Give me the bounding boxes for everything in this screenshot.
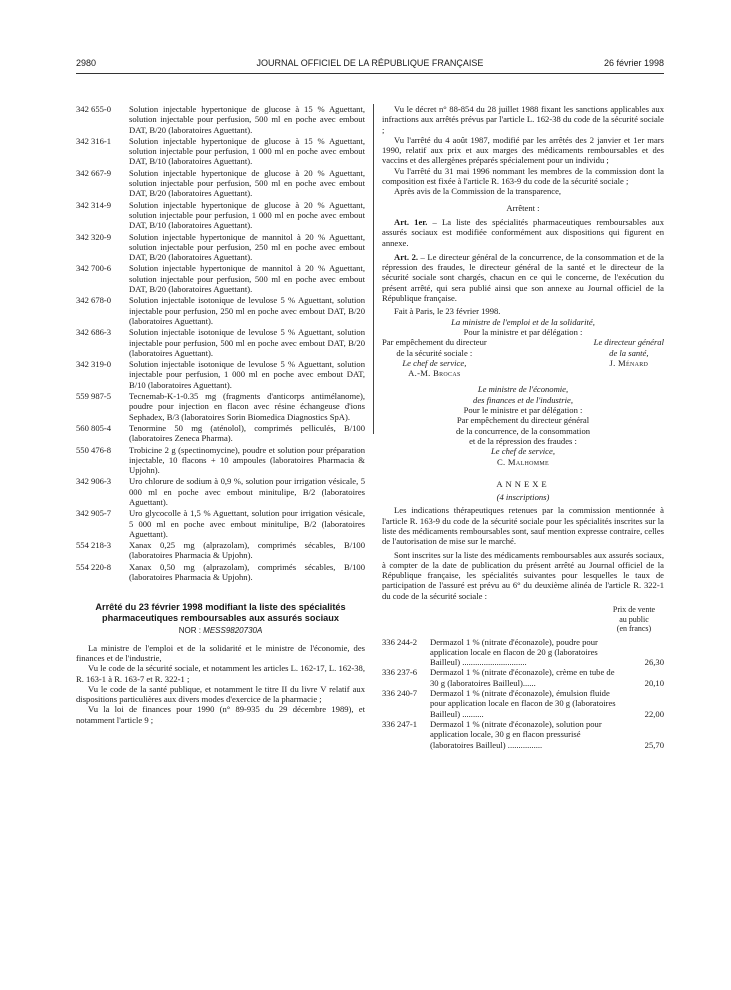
price-column-header: [604, 605, 664, 634]
signatory-name: C. Malhomme: [497, 456, 549, 467]
medicine-description: Dermazol 1 % (nitrate d'éconazole), poudre pour application locale en flacon de 20 g (laboratoires Bailleul) ..............................: [430, 636, 598, 668]
price-header-line: au public: [619, 614, 649, 624]
arrete-paragraph: Vu le code de la sécurité sociale, et notamment les articles L. 162-17, L. 162-38, R. 163-1 à R. 163-7 et R. 322-1 ;: [76, 663, 365, 684]
product-code: 342 319-0: [76, 359, 112, 370]
product-code: 560 805-4: [76, 422, 112, 433]
product-entry: [76, 359, 365, 390]
annexe-paragraph: Sont inscrites sur la liste des médicaments remboursables aux assurés sociaux, à compter de la date de publication du présent arrêté au Journal officiel de la République française, les spécialités suivantes pour lesquelles le taux de participation de l'assuré est prévu au 6° du deuxième alinéa de l'article R. 322-1 du code de la sécurité sociale :: [382, 549, 664, 601]
medicine-entry: [382, 637, 664, 668]
sig-line: de la santé,: [609, 347, 649, 358]
product-entry: [76, 562, 365, 583]
arrete-paragraph: Vu la loi de finances pour 1990 (n° 89-935 du 29 décembre 1989), et notamment l'article 9 ;: [76, 704, 365, 725]
medicine-code: 336 247-1: [382, 718, 418, 729]
medicine-code: 336 244-2: [382, 636, 418, 647]
article-2-text: – Le directeur général de la concurrence, de la consommation et de la répression des fraudes, le directeur général de la santé et le directeur de la sécurité sociale sont chargés, chacun en ce qui le concerne, de l'exécution du présent arrêté, qui sera publié ainsi que son annexe au Journal officiel de la République française.: [382, 251, 664, 304]
annexe-heading: ANNEXE: [496, 478, 550, 489]
product-description: Solution injectable hypertonique de mannitol à 20 % Aguettant, solution injectable pour perfusion, 500 ml en poche avec embout DAT, B/20 (laboratoires Aguettant).: [129, 263, 365, 295]
product-entry: [76, 327, 365, 358]
product-code: 342 906-3: [76, 476, 112, 487]
product-description: Solution injectable hypertonique de glucose à 20 % Aguettant, solution injectable pour perfusion, 1 000 ml en poche avec embout DAT, B/10 (laboratoires Aguettant).: [129, 199, 365, 231]
product-entry: [76, 295, 365, 326]
product-entry: [76, 445, 365, 476]
product-description: Tenormine 50 mg (aténolol), comprimés pelliculés, B/100 (laboratoires Zeneca Pharma).: [129, 422, 365, 444]
ministre-emploi: La ministre de l'emploi et de la solidarité,: [451, 316, 595, 327]
product-entry: [76, 476, 365, 507]
medicine-price: 26,30: [644, 657, 664, 668]
product-entry: [76, 391, 365, 422]
product-description: Solution injectable hypertonique de mannitol à 20 % Aguettant, solution injectable pour perfusion, 250 ml en poche avec embout DAT, B/20 (laboratoires Aguettant).: [129, 231, 365, 263]
product-description: Tecnemab-K-1-0.35 mg (fragments d'anticorps antimélanome), poudre pour injection en flacon avec résine échangeuse d'ions Sephadex, B/3 (laboratoires Sorin Biomedica Diagnostics SpA).: [129, 391, 365, 422]
issue-date: 26 février 1998: [603, 58, 664, 68]
product-description: Solution injectable hypertonique de glucose à 20 % Aguettant, solution injectable pour perfusion, 500 ml en poche avec embout DAT, B/20 (laboratoires Aguettant).: [129, 167, 365, 199]
product-description: Xanax 0,25 mg (alprazolam), comprimés sécables, B/100 (laboratoires Pharmacia & Upjohn).: [129, 540, 365, 561]
left-column: [76, 104, 365, 725]
medicine-entry: [382, 719, 664, 750]
page-header: [76, 58, 664, 72]
right-column: [382, 104, 664, 750]
arrete-paragraph: Vu le code de la santé publique, et notamment le titre II du livre V relatif aux dispositions particulières aux divers modes d'exercice de la pharmacie ;: [76, 683, 365, 705]
page-number: 2980: [76, 58, 97, 68]
signatory-name: A.-M. Brocas: [408, 368, 461, 379]
product-entry: [76, 136, 365, 167]
medicine-price: 22,00: [644, 708, 664, 719]
nor-code: MESS9820730A: [203, 626, 263, 636]
visa-paragraph: Vu l'arrêté du 4 août 1987, modifié par les arrêtés des 2 janvier et 1er mars 1990, relatif aux prix et aux marges des médicaments remboursables et des vaccins et des allergènes préparés spécialement pour un individu ;: [382, 134, 664, 166]
ministre-economie-2: des finances et de l'industrie,: [473, 394, 573, 405]
medicine-code: 336 237-6: [382, 667, 418, 678]
product-code: 342 655-0: [76, 104, 112, 114]
product-description: Trobicine 2 g (spectinomycine), poudre et solution pour préparation injectable, 10 flacons + 10 ampoules (laboratoires Pharmacia & Upjohn).: [129, 444, 365, 476]
medicine-description: Dermazol 1 % (nitrate d'éconazole), émulsion fluide pour application locale en flacon de 30 g (laboratoires Bailleul) ..........: [430, 688, 616, 719]
price-header-line: Prix de vente: [612, 605, 656, 615]
product-description: Solution injectable isotonique de levulose 5 % Aguettant, solution injectable pour perfusion, 500 ml en poche avec embout DAT, B/20 (laboratoires Aguettant).: [129, 327, 365, 358]
product-description: Solution injectable isotonique de levulose 5 % Aguettant, solution injectable pour perfusion, 1 000 ml en poche avec embout DAT, B/10 (laboratoires Aguettant).: [129, 359, 365, 390]
article-1: [382, 217, 664, 248]
chef-service-2: Le chef de service,: [491, 446, 555, 457]
medicine-list: [382, 637, 664, 750]
medicine-entry: [382, 667, 664, 688]
delegation-2c: de la concurrence, de la consommation: [455, 425, 591, 436]
sig-line: de la sécurité sociale :: [396, 347, 473, 358]
product-description: Xanax 0,50 mg (alprazolam), comprimés sécables, B/100 (laboratoires Pharmacia & Upjohn).: [129, 561, 365, 583]
product-code: 342 700-6: [76, 263, 112, 274]
delegation-2: Pour le ministre et par délégation :: [463, 405, 583, 416]
article-1-text: – La liste des spécialités pharmaceutiques remboursables aux assurés sociaux est modifiée conformément aux dispositions qui figurent en annexe.: [382, 216, 664, 248]
article-2: [382, 252, 664, 303]
signatory-name: J. Ménard: [609, 357, 649, 368]
delegation-2b: Par empêchement du directeur général: [456, 415, 590, 426]
header-rule: [76, 73, 664, 74]
product-code: 550 476-8: [76, 444, 112, 455]
product-list: [76, 104, 365, 582]
product-entry: [76, 168, 365, 199]
article-2-label: Art. 2.: [394, 251, 419, 262]
product-description: Uro glycocolle à 1,5 % Aguettant, solution pour irrigation vésicale, 5 000 ml en poche avec embout minitulipe, B/2 (laboratoires Aguettant).: [129, 508, 365, 539]
product-entry: [76, 104, 365, 135]
journal-title: JOURNAL OFFICIEL DE LA RÉPUBLIQUE FRANÇAISE: [256, 58, 484, 68]
product-description: Solution injectable hypertonique de glucose à 15 % Aguettant, solution injectable pour perfusion, 1 000 ml en poche avec embout DAT, B/10 (laboratoires Aguettant).: [129, 135, 365, 167]
visa-paragraph: Vu le décret n° 88-854 du 28 juillet 1988 fixant les sanctions applicables aux infractions aux arrêtés prévus par l'article L. 162-38 du code de la sécurité sociale ;: [382, 104, 664, 135]
delegation-2d: et de la répression des fraudes :: [469, 435, 577, 446]
product-entry: [76, 423, 365, 444]
price-header-line: (en francs): [616, 624, 652, 634]
sig-line: Le directeur général: [593, 337, 664, 348]
product-code: 342 316-1: [76, 135, 112, 146]
medicine-price: 20,10: [644, 677, 664, 688]
signature-left: [382, 337, 487, 378]
signature-right: [594, 337, 664, 378]
product-code: 342 905-7: [76, 508, 112, 519]
sig-line: Le chef de service,: [402, 357, 467, 368]
product-entry: [76, 200, 365, 231]
product-code: 342 314-9: [76, 199, 112, 210]
product-code: 554 220-8: [76, 561, 112, 572]
article-1-label: Art. 1er.: [394, 216, 428, 227]
signatures-row: [382, 337, 664, 378]
product-code: 559 987-5: [76, 391, 112, 402]
visa-paragraph: Après avis de la Commission de la transparence,: [394, 186, 562, 197]
annexe-paragraph: Les indications thérapeutiques retenues par la commission mentionnée à l'article R. 163-9 du code de la sécurité sociale pour les spécialités inscrites sur la liste des médicaments remboursables sont, sauf mention expresse contraire, celles de l'autorisation de mise sur le marché.: [382, 505, 664, 547]
product-code: 342 320-9: [76, 231, 112, 242]
nor-label: NOR :: [178, 626, 201, 636]
column-divider: [373, 104, 374, 434]
product-entry: [76, 232, 365, 263]
product-code: 342 686-3: [76, 327, 112, 338]
medicine-description: Dermazol 1 % (nitrate d'éconazole), solution pour application locale, 30 g en flacon pressurisé (laboratoires Bailleul) ................: [430, 718, 602, 750]
fait-a-paris: Fait à Paris, le 23 février 1998.: [394, 306, 501, 317]
medicine-code: 336 240-7: [382, 688, 418, 699]
product-description: Solution injectable isotonique de levulose 5 % Aguettant, solution injectable pour perfusion, 250 ml en poche avec embout DAT, B/20 (laboratoires Aguettant).: [129, 295, 365, 326]
sig-line: Par empêchement du directeur: [382, 337, 487, 348]
medicine-description: Dermazol 1 % (nitrate d'éconazole), crème en tube de 30 g (laboratoires Bailleul)......: [430, 667, 615, 688]
medicine-price: 25,70: [644, 739, 664, 750]
ministre-economie: Le ministre de l'économie,: [477, 384, 569, 395]
product-entry: [76, 263, 365, 294]
arrete-title: Arrêté du 23 février 1998 modifiant la liste des spécialités pharmaceutiques remboursables aux assurés sociaux: [95, 602, 346, 624]
nor-reference: [76, 626, 365, 636]
medicine-entry: [382, 688, 664, 719]
product-code: 554 218-3: [76, 540, 112, 551]
product-entry: [76, 508, 365, 539]
product-description: Solution injectable hypertonique de glucose à 15 % Aguettant, solution injectable pour perfusion, 500 ml en poche avec embout DAT, B/20 (laboratoires Aguettant).: [129, 104, 365, 135]
product-code: 342 667-9: [76, 167, 112, 178]
arretent: Arrêtent :: [506, 202, 540, 213]
delegation-1: Pour la ministre et par délégation :: [463, 326, 583, 337]
product-entry: [76, 540, 365, 561]
inscriptions-count: (4 inscriptions): [496, 492, 550, 503]
product-code: 342 678-0: [76, 295, 112, 306]
product-description: Uro chlorure de sodium à 0,9 %, solution pour irrigation vésicale, 5 000 ml en poche avec embout minitulipe, B/2 (laboratoires Aguettant).: [129, 476, 365, 507]
visa-paragraph: Vu l'arrêté du 31 mai 1996 nommant les membres de la commission dont la composition est fixée à l'article R. 163-9 du code de la sécurité sociale ;: [382, 165, 664, 187]
arrete-paragraph: La ministre de l'emploi et de la solidarité et le ministre de l'économie, des finances et de l'industrie,: [76, 642, 365, 663]
